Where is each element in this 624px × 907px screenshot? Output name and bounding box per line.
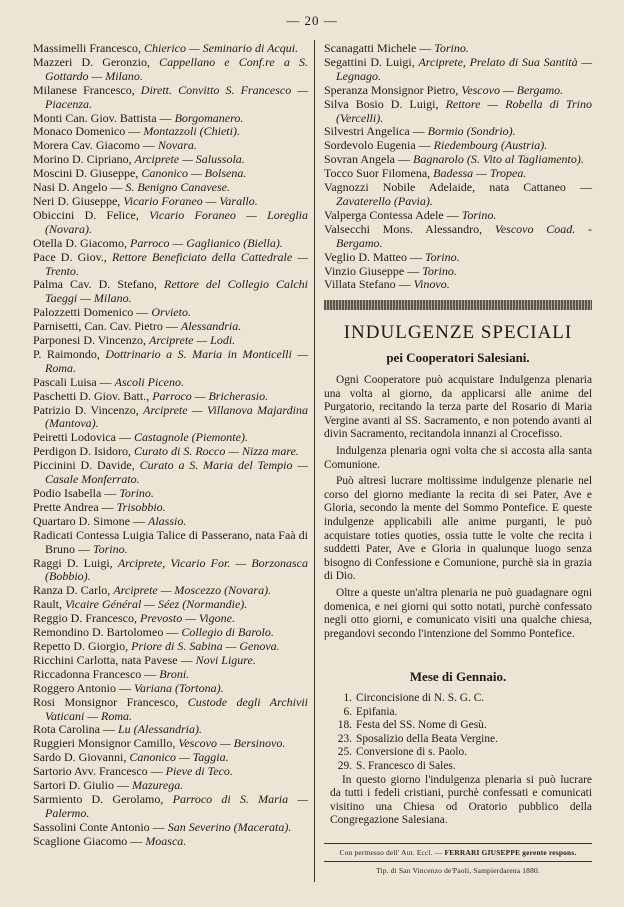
entry-role-place: Vicario Foraneo — Loreglia (Novara). — [45, 207, 308, 236]
entry-name: Reggio D. Francesco, — [33, 611, 140, 626]
entry-role-place: Parroco — Bricherasio. — [152, 388, 269, 403]
footer-permission — [324, 848, 592, 857]
feast-item — [330, 719, 592, 733]
list-entry — [324, 209, 592, 223]
list-entry — [33, 557, 308, 585]
entry-name: Podio Isabella — — [33, 486, 120, 500]
entry-role-place: Bagnarolo (S. Vito al Tagliamento). — [413, 152, 584, 167]
entry-name: Nasi D. Angelo — — [33, 180, 126, 195]
entry-role-place: Curato a S. Maria del Tempio — Casale Monferrato. — [45, 458, 308, 487]
entry-name: Pascali Luisa — — [33, 374, 115, 389]
list-entry — [33, 42, 308, 56]
list-entry — [33, 779, 308, 793]
entry-role-place: Zavaterello (Pavia). — [336, 193, 433, 208]
entry-role-place: Vescovo Coad. - Bergamo. — [336, 221, 592, 250]
feast-day: 23. — [337, 732, 352, 745]
entry-name: Obiccini D. Felice, — [33, 207, 150, 222]
list-entry — [324, 265, 592, 279]
list-entry — [33, 209, 308, 237]
entry-name: Villata Stefano — — [324, 277, 414, 292]
ornamental-band — [324, 300, 592, 310]
entry-name: Prette Andrea — — [33, 499, 117, 514]
entry-role-place: Montazzoli (Chieti). — [143, 124, 240, 139]
entry-name: Silva Bosio D. Luigi, — [324, 96, 446, 111]
entry-role-place: Arciprete, Vicario For. — Borzonasca (Bobbio). — [45, 555, 308, 584]
entry-role-place: Trisobbio. — [116, 499, 166, 514]
entry-name: Segattini D. Luigi, — [324, 54, 419, 69]
list-entry — [324, 153, 592, 167]
list-entry — [33, 765, 308, 779]
feast-note: In questo giorno l'indulgenza plenaria si può lucrare da tutti i fedeli cristiani, purchè confessati e comunicati visitino una Chiesa od Oratorio pubblico della Congregazione Salesiana. — [330, 773, 592, 827]
entry-name: Vagnozzi Nobile Adelaide, nata Cattaneo — — [324, 180, 592, 195]
entry-name: Tocco Suor Filomena, — [324, 166, 434, 181]
entry-name: Patrizio D. Vincenzo, — [33, 402, 144, 417]
list-entry — [33, 153, 308, 167]
entry-role-place: Rettore Beneficiato della Cattedrale — Trento. — [45, 249, 309, 278]
entry-name: Radicati Contessa Luigia Talice di Passerano, nata Faà di Bruno — — [33, 527, 308, 556]
list-entry — [33, 598, 308, 612]
entry-name: Sartorio Avv. Francesco — — [33, 764, 166, 779]
list-entry — [324, 181, 592, 209]
entry-role-place: Arciprete — Moscezzo (Novara). — [113, 583, 272, 598]
entry-name: Pace D. Giov., — [33, 249, 112, 264]
left-column-list — [33, 42, 308, 849]
entry-role-place: Arciprete, Prelato di Sua Santità — Legnago. — [336, 54, 593, 83]
list-entry — [324, 98, 592, 126]
entry-name: Sardo D. Giovanni, — [33, 750, 130, 765]
entry-name: Sovran Angela — — [324, 152, 413, 167]
entry-name: Sarmiento D. Gerolamo, — [33, 791, 173, 806]
paragraph: Ogni Cooperatore può acquistare Indulgenza plenaria una volta al giorno, da applicarsi alle anime del Purgatorio, recitando la terza parte del Rosario di Maria Vergine avanti al SS. Sacramento, e non potendo avanti al divin Sacramento, recitandola innanzi al Crocefisso. — [324, 374, 592, 441]
entry-role-place: Dirett. Convitto S. Francesco — Piacenza. — [45, 82, 308, 111]
entry-role-place: Torino. — [461, 207, 497, 222]
entry-role-place: Ascoli Piceno. — [114, 374, 184, 389]
feast-day: 29. — [337, 759, 352, 772]
list-entry — [33, 668, 308, 682]
feast-name: Circoncisione di N. S. G. C. — [356, 692, 485, 704]
feast-item — [330, 706, 592, 720]
entry-role-place: San Severino (Macerata). — [167, 819, 292, 834]
entry-role-place: Arciprete — Lodi. — [149, 333, 236, 348]
list-entry — [324, 167, 592, 181]
entry-role-place: Vinovo. — [413, 277, 450, 292]
entry-name: Valperga Contessa Adele — — [324, 207, 462, 222]
entry-name: Speranza Monsignor Pietro, — [324, 82, 462, 97]
feast-name: S. Francesco di Sales. — [356, 759, 456, 772]
entry-role-place: Castagnole (Piemonte). — [133, 430, 248, 445]
entry-role-place: Pieve di Teco. — [165, 764, 233, 779]
entry-name: Otella D. Giacomo, — [33, 235, 130, 250]
entry-name: Neri D. Giuseppe, — [33, 193, 124, 208]
entry-name: Moscini D. Giuseppe, — [33, 166, 142, 181]
feast-name: Conversione di s. Paolo. — [356, 746, 468, 759]
list-entry — [33, 640, 308, 654]
entry-role-place: Alessandria. — [180, 319, 242, 334]
entry-name: Milanese Francesco, — [33, 82, 141, 97]
entry-role-place: Torino. — [422, 263, 457, 278]
list-entry — [33, 404, 308, 432]
footer-printer: Tip. di San Vincenzo de'Paoli, Sampierdarena 1880. — [376, 866, 540, 875]
list-entry — [324, 251, 592, 265]
entry-role-place: Collegio di Barolo. — [181, 625, 274, 640]
list-entry — [324, 56, 592, 84]
list-entry — [33, 334, 308, 348]
entry-name: Scanagatti Michele — — [324, 41, 435, 55]
list-entry — [33, 445, 308, 459]
list-entry — [324, 139, 592, 153]
list-entry — [33, 431, 308, 445]
entry-role-place: Novara. — [157, 138, 197, 153]
list-entry — [33, 793, 308, 821]
list-entry — [33, 487, 308, 501]
entry-name: Quartaro D. Simone — — [33, 513, 148, 528]
list-entry — [33, 751, 308, 765]
paragraph: Indulgenza plenaria ogni volta che si accosta alla santa Comunione. — [324, 444, 592, 471]
entry-role-place: Torino. — [93, 541, 128, 556]
section-subheading: pei Cooperatori Salesiani. — [386, 350, 530, 365]
entry-name: Mazzeri D. Geronzio, — [33, 54, 160, 69]
list-entry — [33, 251, 308, 279]
entry-role-place: Torino. — [434, 41, 469, 55]
section-heading: INDULGENZE SPECIALI — [343, 322, 573, 343]
entry-name: Monti Can. Giov. Battista — — [33, 110, 175, 125]
entry-name: Ranza D. Carlo, — [33, 583, 114, 598]
entry-role-place: S. Benigno Canavese. — [125, 180, 230, 195]
page-number: — 20 — — [286, 13, 338, 28]
feast-item — [330, 733, 592, 747]
entry-role-place: Cappellano e Conf.re a S. Gottardo — Milano. — [45, 54, 308, 83]
paragraph: Può altresì lucrare moltissime indulgenze plenarie nel corso del giorno mediante la recita di sei Pater, Ave e Gloria, secondo la mente del Sommo Pontefice. E queste indulgenze applicabili alle anime purganti, le può acquistare toties quoties, ossia tutte le volte che recita i suddetti Pater, Ave e Gloria in qualunque luogo senza bisogno di Confessione e Comunione, purchè sia in grazia di Dio. — [324, 475, 592, 583]
list-entry — [324, 84, 592, 98]
entry-name: Rosi Monsignor Francesco, — [33, 694, 188, 709]
entry-name: Parnisetti, Can. Cav. Pietro — — [33, 319, 181, 334]
entry-name: Sassolini Conte Antonio — — [33, 819, 168, 834]
entry-role-place: Vicario Foraneo — Varallo. — [123, 193, 258, 208]
entry-name: Vinzio Giuseppe — — [324, 263, 423, 278]
list-entry — [33, 459, 308, 487]
entry-role-place: Canonico — Taggia. — [129, 750, 229, 765]
entry-name: Piccinini D. Davide, — [33, 458, 140, 473]
list-entry — [324, 125, 592, 139]
entry-role-place: Dottrinario a S. Maria in Monticelli — Roma. — [45, 346, 308, 375]
list-entry — [33, 84, 308, 112]
feast-day: 25. — [337, 746, 352, 759]
entry-role-place: Moasca. — [145, 833, 187, 848]
list-entry — [33, 237, 308, 251]
entry-role-place: Lu (Alessandria). — [117, 722, 202, 737]
list-entry — [33, 139, 308, 153]
entry-role-place: Custode degli Archivii Vaticani — Roma. — [45, 694, 308, 723]
feast-day: 18. — [337, 719, 352, 732]
list-entry — [33, 529, 308, 557]
list-entry — [324, 42, 592, 56]
paragraph: Oltre a queste un'altra plenaria ne può guadagnare ogni domenica, e nei giorni qui sotto notati, purchè confessato negli otto giorni, e comunicato visiti una qualche chiesa, pregandovi secondo l'intenzione del Sommo Pontefice. — [324, 586, 592, 640]
indulgence-text — [324, 374, 592, 644]
list-entry — [33, 306, 308, 320]
entry-name: Scaglione Giacomo — — [33, 833, 146, 848]
entry-role-place: Arciprete — Villanova Majardina (Mantova). — [45, 402, 308, 431]
entry-name: Massimelli Francesco, — [33, 41, 144, 55]
entry-name: P. Raimondo, — [33, 346, 106, 361]
entry-name: Perdigon D. Isidoro, — [33, 444, 134, 459]
entry-role-place: Torino. — [425, 249, 460, 264]
column-divider — [314, 40, 315, 882]
list-entry — [33, 821, 308, 835]
footer-rule-bottom — [324, 861, 592, 862]
entry-role-place: Prevosto — Vigone. — [139, 611, 235, 626]
entry-role-place: Vicaire Général — Séez (Normandie). — [65, 597, 248, 612]
list-entry — [33, 612, 308, 626]
entry-name: Remondino D. Bartolomeo — — [33, 625, 182, 640]
feast-name: Sposalizio della Beata Vergine. — [356, 732, 498, 745]
list-entry — [33, 125, 308, 139]
entry-role-place: Priore di S. Sabina — Genova. — [131, 638, 280, 653]
list-entry — [33, 696, 308, 724]
list-entry — [33, 654, 308, 668]
entry-role-place: Borgomanero. — [174, 110, 244, 125]
entry-role-place: Curato di S. Rocco — Nizza mare. — [134, 444, 299, 459]
entry-name: Ricchini Carlotta, nata Pavese — — [33, 652, 196, 667]
feast-item — [330, 692, 592, 706]
entry-role-place: Riedembourg (Austria). — [433, 138, 548, 153]
entry-role-place: Torino. — [119, 486, 154, 500]
entry-name: Rota Carolina — — [33, 722, 118, 737]
feast-name: Epifania. — [356, 705, 398, 718]
list-entry — [33, 682, 308, 696]
entry-name: Valsecchi Mons. Alessandro, — [324, 221, 495, 236]
feast-item — [330, 760, 592, 774]
footer-rule-top — [324, 843, 592, 844]
entry-role-place: Novi Ligure. — [195, 652, 256, 667]
entry-role-place: Vescovo — Bersinovo. — [178, 736, 286, 751]
entry-name: Parponesi D. Vincenzo, — [33, 333, 150, 348]
list-entry — [33, 167, 308, 181]
list-entry — [33, 320, 308, 334]
month-title: Mese di Gennaio. — [409, 669, 507, 684]
feast-name: Festa del SS. Nome di Gesù. — [356, 719, 487, 732]
entry-role-place: Arciprete — Salussola. — [134, 152, 245, 167]
entry-role-place: Chierico — Seminario di Acqui. — [143, 41, 299, 55]
list-entry — [324, 278, 592, 292]
entry-role-place: Badessa — Tropea. — [433, 166, 527, 181]
list-entry — [33, 376, 308, 390]
entry-role-place: Broni. — [159, 666, 190, 681]
feast-item — [330, 746, 592, 760]
entry-name: Palozzetti Domenico — — [33, 305, 152, 320]
entry-role-place: Orvieto. — [151, 305, 191, 320]
entry-name: Monaco Domenico — — [33, 124, 144, 139]
entry-role-place: Canonico — Bolsena. — [141, 166, 247, 181]
list-entry — [324, 223, 592, 251]
list-entry — [33, 390, 308, 404]
feast-day: 6. — [343, 705, 352, 718]
entry-name: Ruggieri Monsignor Camillo, — [33, 736, 179, 751]
footer-permission-name: FERRARI GIUSEPPE gerente respons. — [444, 848, 577, 857]
feast-day: 1. — [343, 692, 352, 704]
list-entry — [33, 56, 308, 84]
list-entry — [33, 348, 308, 376]
list-entry — [33, 501, 308, 515]
entry-name: Riccadonna Francesco — — [33, 666, 160, 681]
right-column-list — [324, 42, 592, 292]
entry-name: Palma Cav. D. Stefano, — [33, 277, 165, 292]
entry-name: Morino D. Cipriano, — [33, 152, 135, 167]
list-entry — [33, 112, 308, 126]
entry-role-place: Alassio. — [147, 513, 187, 528]
list-entry — [33, 515, 308, 529]
entry-role-place: Variana (Tortona). — [134, 680, 224, 695]
list-entry — [33, 835, 308, 849]
feast-list — [330, 692, 592, 828]
list-entry — [33, 181, 308, 195]
entry-role-place: Rettore del Collegio Calchi Taeggi — Milano. — [45, 277, 308, 306]
list-entry — [33, 723, 308, 737]
list-entry — [33, 626, 308, 640]
list-entry — [33, 584, 308, 598]
entry-name: Roggero Antonio — — [33, 680, 134, 695]
entry-name: Sartori D. Giulio — — [33, 778, 132, 793]
entry-name: Paschetti D. Giov. Batt., — [33, 388, 153, 403]
entry-name: Peiretti Lodovica — — [33, 430, 134, 445]
entry-name: Silvestri Angelica — — [324, 124, 428, 139]
entry-name: Veglio D. Matteo — — [324, 249, 425, 264]
entry-name: Sordevolo Eugenia — — [324, 138, 434, 153]
entry-role-place: Bormio (Sondrio). — [427, 124, 516, 139]
entry-name: Rault, — [33, 597, 65, 612]
entry-role-place: Parroco — Gaglianico (Biella). — [129, 235, 283, 250]
footer-permission-prefix: Con permesso dell' Aut. Eccl. — — [339, 848, 445, 857]
entry-name: Raggi D. Luigi, — [33, 555, 118, 570]
entry-name: Morera Cav. Giacomo — — [33, 138, 158, 153]
entry-role-place: Vescovo — Bergamo. — [461, 82, 564, 97]
list-entry — [33, 195, 308, 209]
entry-role-place: Rettore — Robella di Trino (Vercelli). — [336, 96, 592, 125]
list-entry — [33, 737, 308, 751]
entry-name: Repetto D. Giorgio, — [33, 638, 132, 653]
entry-role-place: Mazurega. — [132, 778, 184, 793]
list-entry — [33, 278, 308, 306]
entry-role-place: Parroco di S. Maria — Palermo. — [45, 791, 308, 820]
